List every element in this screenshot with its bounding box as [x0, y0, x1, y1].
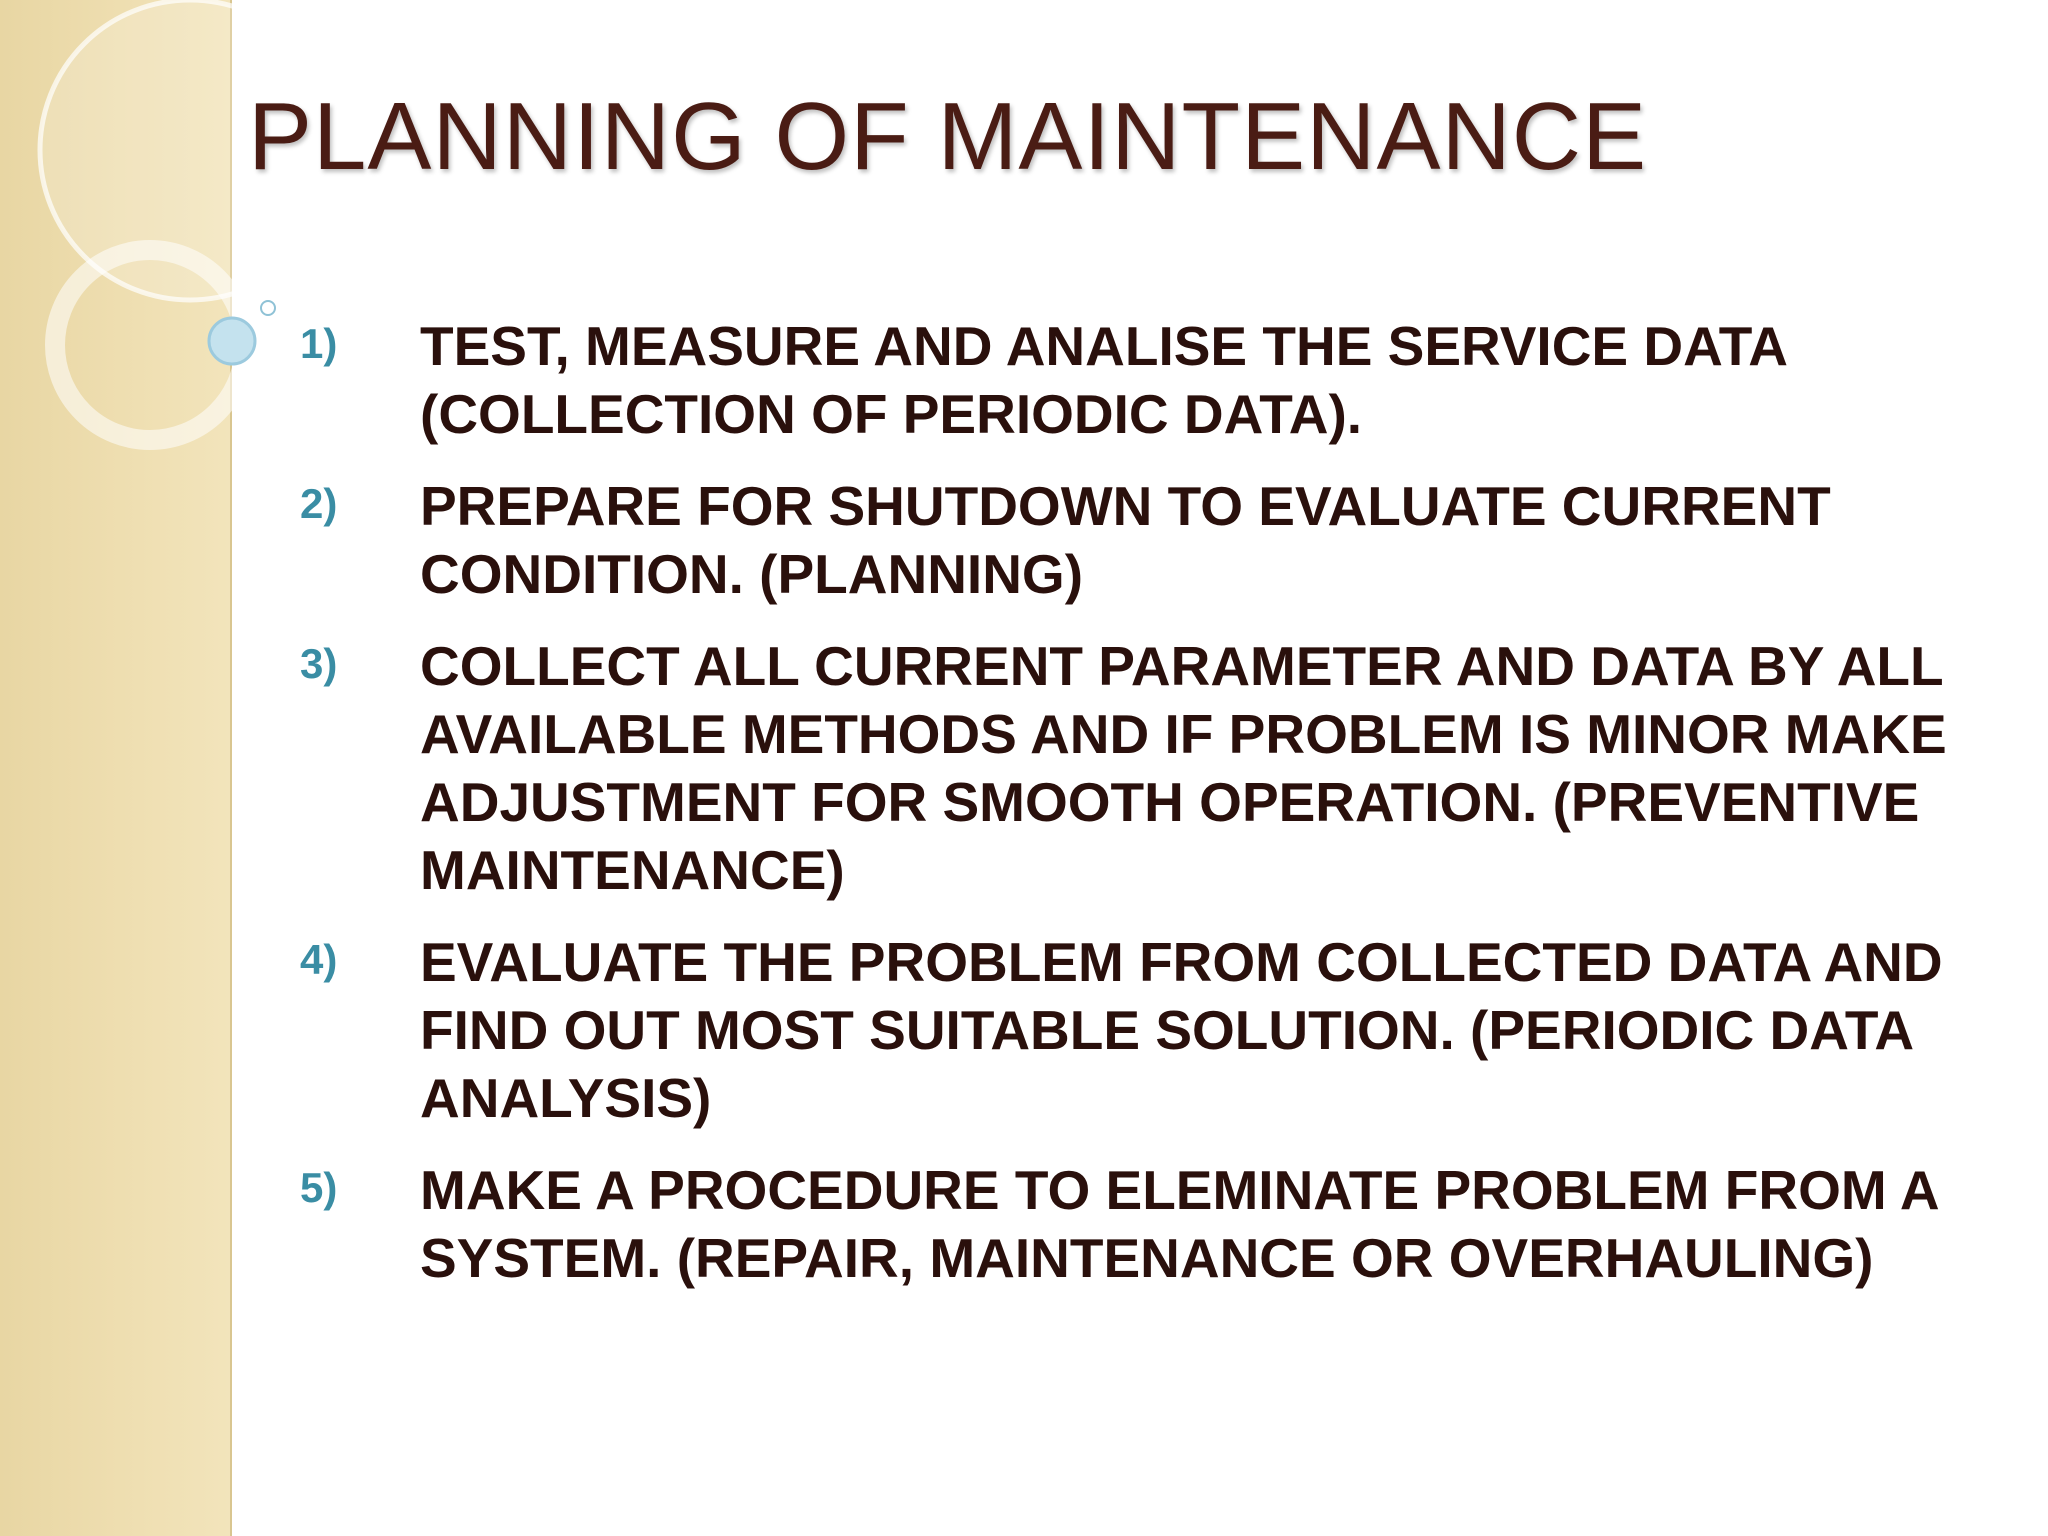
- list-item: [300, 1156, 2020, 1292]
- list-item-number: 2): [300, 480, 338, 527]
- decorative-circles: [0, 0, 300, 520]
- list-item: [300, 312, 2020, 448]
- list-item-number: 1): [300, 320, 338, 367]
- slide-title: PLANNING OF MAINTENANCE: [248, 83, 1648, 190]
- bullet-dot: [209, 318, 255, 364]
- list-item-number: 4): [300, 936, 338, 983]
- list-item-number: 3): [300, 640, 338, 687]
- list-item-text: EVALUATE THE PROBLEM FROM COLLECTED DATA AND FIND OUT MOST SUITABLE SOLUTION. (PERIODIC DATA ANALYSIS): [420, 931, 1943, 1129]
- list-item: [300, 472, 2020, 608]
- maintenance-steps-list: [300, 312, 2020, 1316]
- list-item: [300, 632, 2020, 904]
- list-item-text: COLLECT ALL CURRENT PARAMETER AND DATA BY ALL AVAILABLE METHODS AND IF PROBLEM IS MINOR MAKE ADJUSTMENT FOR SMOOTH OPERATION. (PREVENTIVE MAINTENANCE): [420, 635, 1947, 901]
- list-item: [300, 928, 2020, 1132]
- list-item-text: PREPARE FOR SHUTDOWN TO EVALUATE CURRENT CONDITION. (PLANNING): [420, 475, 1831, 605]
- list-item-text: MAKE A PROCEDURE TO ELEMINATE PROBLEM FROM A SYSTEM. (REPAIR, MAINTENANCE OR OVERHAULING): [420, 1159, 1938, 1289]
- list-item-text: TEST, MEASURE AND ANALISE THE SERVICE DATA (COLLECTION OF PERIODIC DATA).: [420, 315, 1786, 445]
- list-item-number: 5): [300, 1164, 338, 1211]
- small-ring: [261, 301, 275, 315]
